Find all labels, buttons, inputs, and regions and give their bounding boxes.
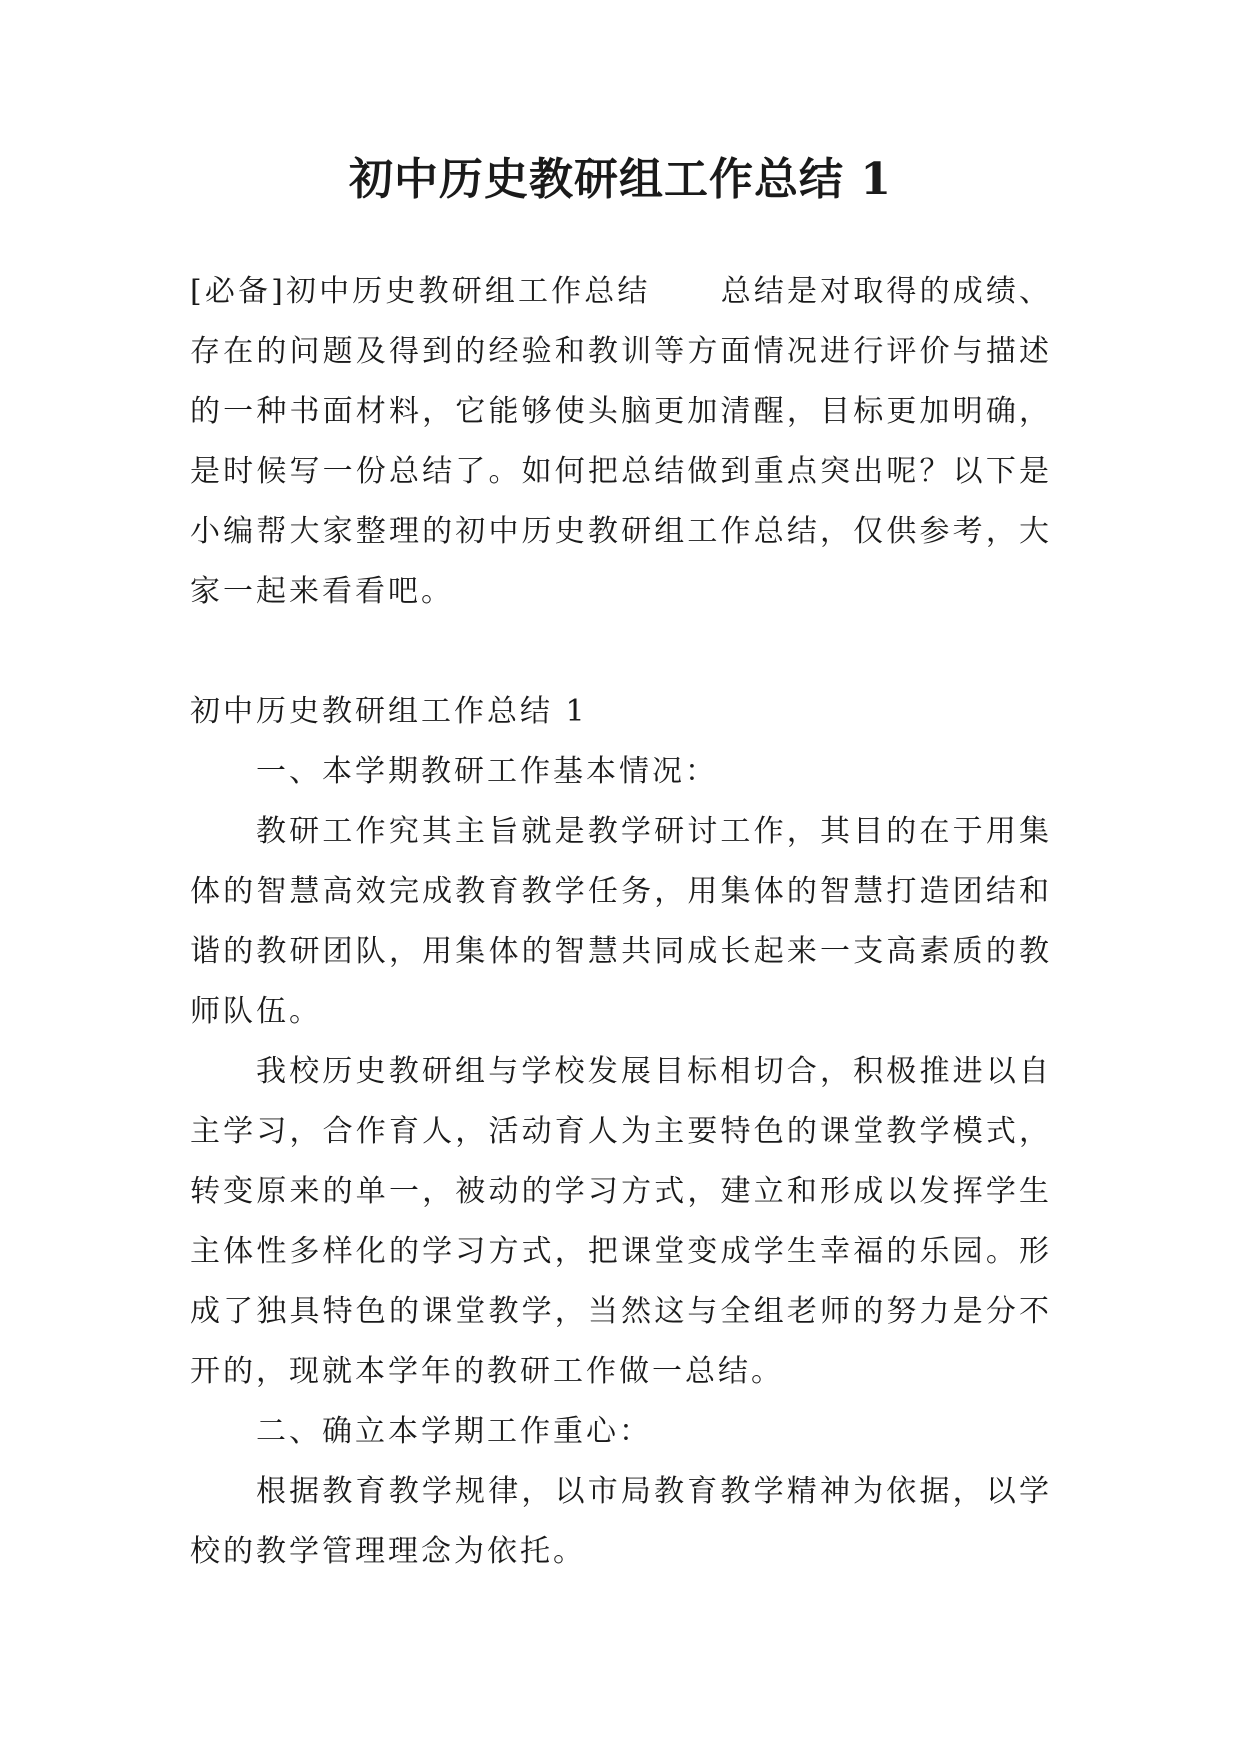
document-body [190,262,1052,1582]
paragraph-basis: 根据教育教学规律，以市局教育教学精神为依据，以学校的教学管理理念为依托。 [190,1474,1052,1569]
intro-paragraph [190,262,1052,622]
heading-work-focus: 二、确立本学期工作重心： [256,1414,652,1449]
paragraph-history-group: 我校历史教研组与学校发展目标相切合，积极推进以自主学习，合作育人，活动育人为主要特色的课堂教学模式，转变原来的单一，被动的学习方式，建立和形成以发挥学生主体性多样化的学习方式，把课堂变成学生幸福的乐园。形成了独具特色的课堂教学，当然这与全组老师的努力是分不开的，现就本学年的教研工作做一总结。 [190,1054,1052,1389]
section-title: 初中历史教研组工作总结 1 [190,694,588,729]
heading-basic-situation: 一、本学期教研工作基本情况： [256,754,718,789]
intro-text: 总结是对取得的成绩、存在的问题及得到的经验和教训等方面情况进行评价与描述的一种书面材料，它能够使头脑更加清醒，目标更加明确，是时候写一份总结了。如何把总结做到重点突出呢？以下是小编帮大家整理的初中历史教研组工作总结，仅供参考，大家一起来看看吧。 [190,274,1052,609]
intro-lead: [必备]初中历史教研组工作总结 [190,274,651,309]
document-title: 初中历史教研组工作总结 1 [349,154,892,205]
paragraph-teaching-research: 教研工作究其主旨就是教学研讨工作，其目的在于用集体的智慧高效完成教育教学任务，用集体的智慧打造团结和谐的教研团队，用集体的智慧共同成长起来一支高素质的教师队伍。 [190,814,1052,1029]
